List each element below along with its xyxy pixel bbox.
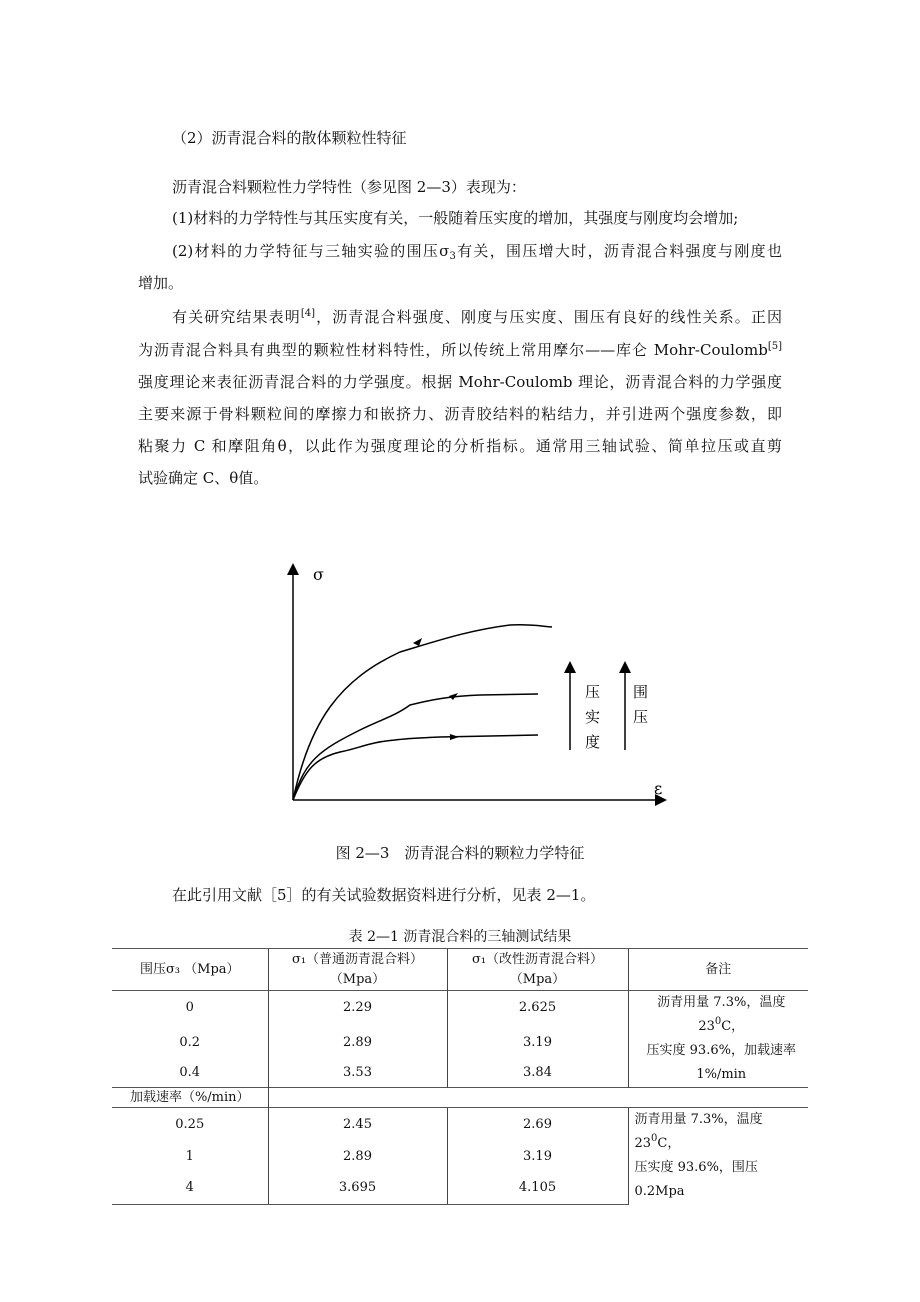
- x-axis-label: ε: [654, 779, 663, 798]
- text: 1%/min: [696, 1067, 747, 1082]
- text: 为沥青混合料具有典型的颗粒性材料特性，所以传统上常用摩尔——库仑 Mohr-Coulomb: [138, 341, 768, 359]
- figure-caption: 图 2—3 沥青混合料的颗粒力学特征: [335, 844, 585, 862]
- header-cell: 备注: [628, 949, 808, 991]
- list-item-1: (1)材料的力学特性与其压实度有关，一般随着压实度的增加，其强度与刚度均会增加;: [172, 209, 739, 227]
- text: ，沥青混合料强度、刚度与压实度、围压有良好的线性关系。正因: [315, 308, 782, 326]
- header-text: σ₁（改性沥青混合料）: [471, 951, 604, 967]
- text: C，: [657, 1136, 681, 1151]
- curve-upper: [293, 625, 552, 800]
- text: 有关研究结果表明: [172, 308, 301, 326]
- curve-middle: [293, 694, 538, 800]
- cell: 4.105: [447, 1172, 628, 1204]
- text: 沥青用量 7.3%，温度 23: [634, 1112, 763, 1151]
- arrow-label: 实: [585, 708, 601, 726]
- paragraph-line: 主要来源于骨料颗粒间的摩擦力和嵌挤力、沥青胶结料的粘结力，并引进两个强度参数，即: [138, 405, 782, 423]
- header-cell: [447, 949, 628, 991]
- cell: 2.69: [447, 1108, 628, 1143]
- cell: 1: [185, 1148, 194, 1164]
- superscript: 0: [714, 1016, 722, 1027]
- superscript: 0: [651, 1133, 658, 1144]
- note-cell: [628, 1108, 808, 1205]
- cell: 2.45: [268, 1108, 447, 1143]
- intro-paragraph: 沥青混合料颗粒性力学特性（参见图 2—3）表现为：: [172, 178, 526, 196]
- text: (2)材料的力学特征与三轴实验的围压σ: [172, 242, 450, 260]
- arrow-label: 压: [585, 683, 601, 701]
- arrow-label: 围: [633, 683, 649, 701]
- header-text: （Mpa）: [509, 971, 566, 987]
- text: 压实度 93.6%，围压 0.2Mpa: [634, 1160, 758, 1199]
- triaxial-results-table: [112, 948, 808, 1205]
- y-axis-label: σ: [313, 565, 324, 584]
- text: C，: [721, 1019, 745, 1034]
- cell: 2.89: [268, 1025, 447, 1060]
- cell: 2.625: [447, 991, 628, 1026]
- cell: 3.19: [447, 1025, 628, 1060]
- cell: 2.89: [268, 1142, 447, 1172]
- citation: [5]: [767, 341, 782, 352]
- text: 有关，围压增大时，沥青混合料强度与刚度也: [455, 242, 782, 260]
- curve-lower: [293, 735, 538, 800]
- text: 压实度 93.6%，加载速率: [646, 1043, 796, 1058]
- section-label: 加载速率（%/min）: [112, 1088, 268, 1108]
- text: 沥青用量 7.3%，温度 23: [657, 995, 786, 1034]
- cell: [268, 1088, 808, 1108]
- paragraph-line: 强度理论来表征沥青混合料的力学强度。根据 Mohr-Coulomb 理论，沥青混合料的力学强度: [138, 373, 782, 391]
- reference-sentence: 在此引用文献［5］的有关试验数据资料进行分析，见表 2—1。: [172, 886, 596, 904]
- cell: 4: [112, 1172, 268, 1204]
- table-row: [112, 991, 808, 1026]
- header-text: σ₁（普通沥青混合料）: [291, 951, 424, 967]
- table-section-row: [112, 1088, 808, 1108]
- header-cell: [268, 949, 447, 991]
- citation: [4]: [300, 308, 315, 319]
- arrow-label: 度: [585, 733, 601, 751]
- table-title: 表 2—1 沥青混合料的三轴测试结果: [348, 929, 572, 945]
- arrow-label: 压: [633, 708, 649, 726]
- cell: 0.4: [179, 1065, 201, 1081]
- list-item-2-cont: 增加。: [138, 274, 184, 292]
- cell: 0.2: [179, 1034, 201, 1050]
- paragraph-line: 粘聚力 C 和摩阻角θ，以此作为强度理论的分析指标。通常用三轴试验、简单拉压或直剪: [138, 437, 782, 455]
- direction-arrow-icon: [413, 638, 422, 646]
- cell: 3.53: [268, 1060, 447, 1088]
- header-text: （Mpa）: [329, 971, 386, 987]
- direction-arrow-icon: [450, 734, 459, 740]
- cell: 2.29: [268, 991, 447, 1026]
- cell: 3.19: [447, 1142, 628, 1172]
- cell: 0: [112, 991, 268, 1026]
- cell: 3.84: [447, 1060, 628, 1088]
- subscript: 3: [449, 251, 456, 261]
- paragraph-line: 试验确定 C、θ值。: [138, 469, 269, 487]
- cell: 0.25: [112, 1108, 268, 1143]
- note-cell: [628, 991, 808, 1088]
- table-header-row: [112, 949, 808, 991]
- table-row: [112, 1108, 808, 1143]
- section-heading: （2）沥青混合料的散体颗粒性特征: [172, 129, 407, 147]
- header-cell: 围压σ₃ （Mpa）: [112, 949, 268, 991]
- cell: 3.695: [268, 1172, 447, 1204]
